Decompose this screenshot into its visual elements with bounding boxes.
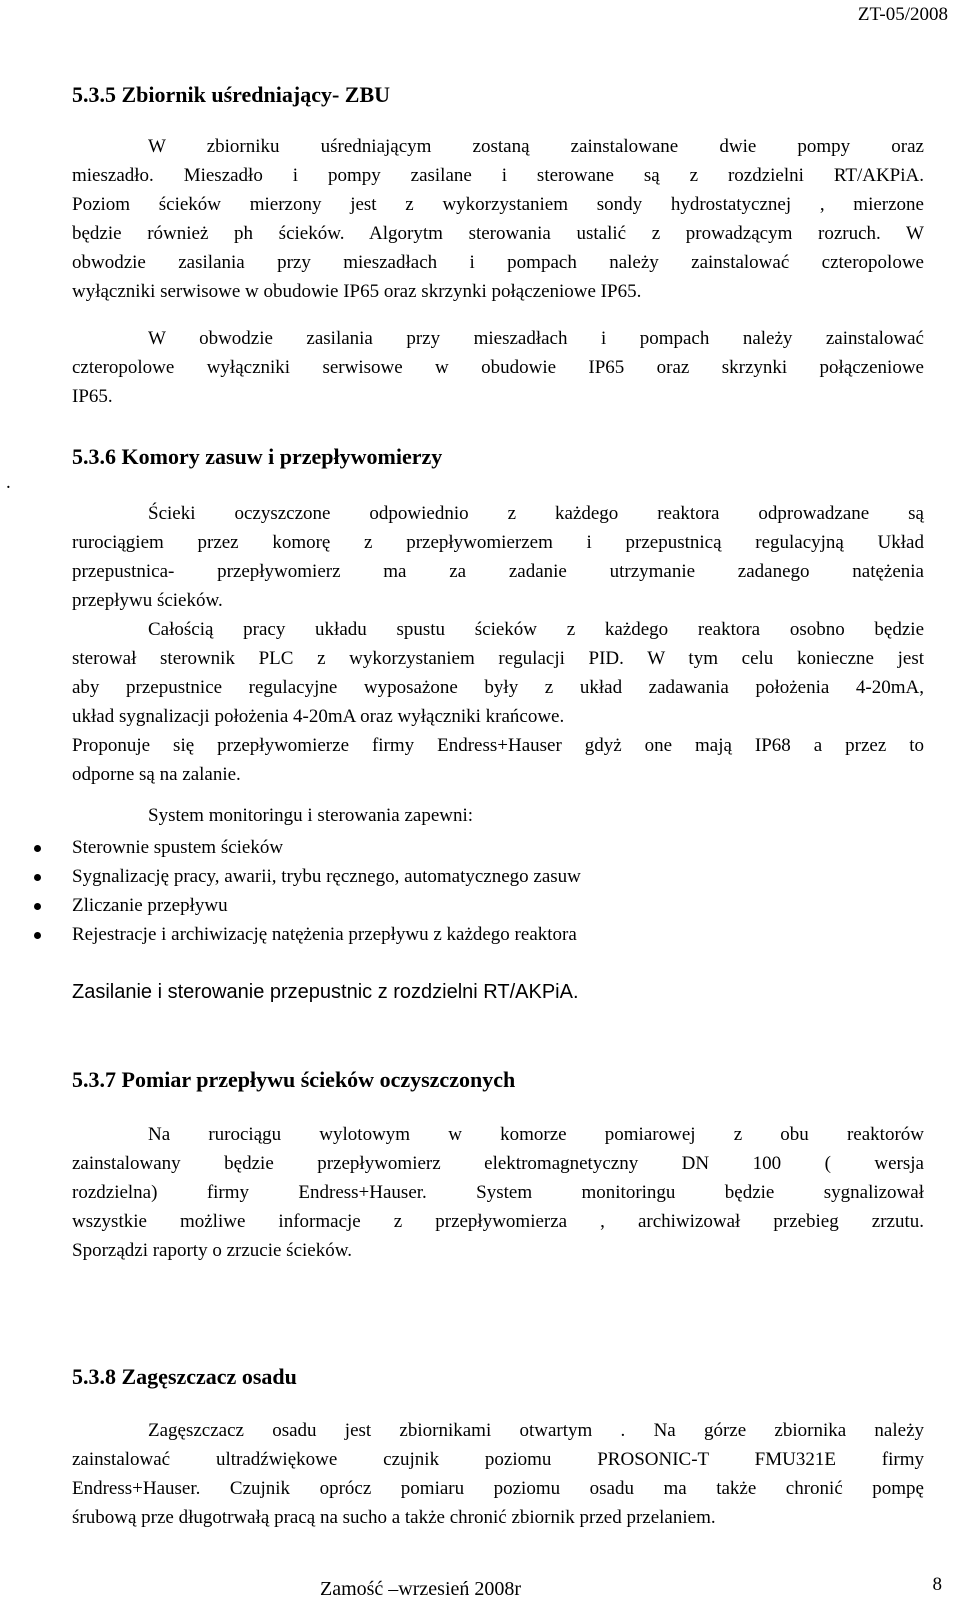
- paragraph-536-1: [72, 499, 924, 615]
- page-number: 8: [932, 1574, 942, 1595]
- text-line: IP65.: [72, 386, 113, 407]
- text-line: będzie również ph ścieków. Algorytm sterowania ustalić z prowadzącym rozruch. W: [72, 223, 924, 244]
- text-line: układ sygnalizacji położenia 4-20mA oraz wyłączniki krańcowe.: [72, 706, 565, 727]
- text-line: aby przepustnice regulacyjne wyposażone były z układ zadawania położenia 4-20mA,: [72, 677, 924, 698]
- text-line: przepływu ścieków.: [72, 590, 223, 611]
- text-line: wyłączniki serwisowe w obudowie IP65 oraz skrzynki połączeniowe IP65.: [72, 281, 642, 302]
- bullet-icon: [34, 903, 41, 910]
- paragraph-538-1: [72, 1416, 924, 1532]
- text-line: Poziom ścieków mierzony jest z wykorzystaniem sondy hydrostatycznej , mierzone: [72, 194, 924, 215]
- text-line: śrubową prze długotrwałą pracą na sucho a także chronić zbiornik przed przelaniem.: [72, 1507, 716, 1528]
- text-line: Sporządzi raporty o zrzucie ścieków.: [72, 1240, 352, 1261]
- list-item: Zliczanie przepływu: [0, 891, 960, 920]
- text-line: zainstalować ultradźwiękowe czujnik poziomu PROSONIC-T FMU321E firmy: [72, 1449, 924, 1470]
- paragraph-537-1: [72, 1120, 924, 1265]
- list-item: Sygnalizację pracy, awarii, trybu ręcznego, automatycznego zasuw: [0, 862, 960, 891]
- document-code: ZT-05/2008: [857, 4, 948, 25]
- text-line: rozdzielna) firmy Endress+Hauser. System monitoringu będzie sygnalizował: [72, 1182, 924, 1203]
- text-line: Ścieki oczyszczone odpowiednio z każdego reaktora odprowadzane są: [148, 503, 924, 524]
- monitoring-intro: System monitoringu i sterowania zapewni:: [148, 805, 474, 826]
- text-line: odporne są na zalanie.: [72, 764, 241, 785]
- text-line: rurociągiem przez komorę z przepływomierzem i przepustnicą regulacyjną Układ: [72, 532, 924, 553]
- section-heading-536: 5.3.6 Komory zasuw i przepływomierzy: [72, 444, 443, 469]
- text-line: Zagęszczacz osadu jest zbiornikami otwartym . Na górze zbiornika należy: [148, 1420, 924, 1441]
- text-line: obwodzie zasilania przy mieszadłach i pompach należy zainstalować czteropolowe: [72, 252, 924, 273]
- monitoring-list: [0, 833, 960, 949]
- paragraph-535-2: [72, 324, 924, 411]
- text-line: Całością pracy układu spustu ścieków z każdego reaktora osobno będzie: [148, 619, 924, 640]
- text-line: Na rurociągu wylotowym w komorze pomiarowej z obu reaktorów: [148, 1124, 924, 1145]
- text-line: mieszadło. Mieszadło i pompy zasilane i sterowane są z rozdzielni RT/AKPiA.: [72, 165, 924, 186]
- bullet-icon: [34, 874, 41, 881]
- text-line: W zbiorniku uśredniającym zostaną zainstalowane dwie pompy oraz: [148, 136, 924, 157]
- text-line: przepustnica- przepływomierz ma za zadanie utrzymanie zadanego natężenia: [72, 561, 924, 582]
- list-item: Rejestracje i archiwizację natężenia przepływu z każdego reaktora: [0, 920, 960, 949]
- paragraph-535-1: [72, 132, 924, 306]
- text-line: czteropolowe wyłączniki serwisowe w obudowie IP65 oraz skrzynki połączeniowe: [72, 357, 924, 378]
- bullet-icon: [34, 932, 41, 939]
- text-line: zainstalowany będzie przepływomierz elektromagnetyczny DN 100 ( wersja: [72, 1153, 924, 1174]
- text-line: wszystkie możliwe informacje z przepływomierza , archiwizował przebieg zrzutu.: [72, 1211, 924, 1232]
- power-supply-note: Zasilanie i sterowanie przepustnic z rozdzielni RT/AKPiA.: [72, 981, 579, 1003]
- text-line: Endress+Hauser. Czujnik oprócz pomiaru poziomu osadu ma także chronić pompę: [72, 1478, 924, 1499]
- paragraph-536-2: [72, 615, 924, 789]
- text-line: W obwodzie zasilania przy mieszadłach i pompach należy zainstalować: [148, 328, 924, 349]
- section-heading-537: 5.3.7 Pomiar przepływu ścieków oczyszczonych: [72, 1067, 516, 1092]
- section-heading-535: 5.3.5 Zbiornik uśredniający- ZBU: [72, 82, 391, 107]
- list-item: Sterownie spustem ścieków: [0, 833, 960, 862]
- section-heading-538: 5.3.8 Zagęszczacz osadu: [72, 1364, 297, 1389]
- stray-mark: .: [6, 472, 11, 493]
- footer-place-date: Zamość –wrzesień 2008r: [320, 1578, 522, 1600]
- text-line: sterował sterownik PLC z wykorzystaniem regulacji PID. W tym celu konieczne jest: [72, 648, 924, 669]
- bullet-icon: [34, 845, 41, 852]
- text-line: Proponuje się przepływomierze firmy Endress+Hauser gdyż one mają IP68 a przez to: [72, 735, 924, 756]
